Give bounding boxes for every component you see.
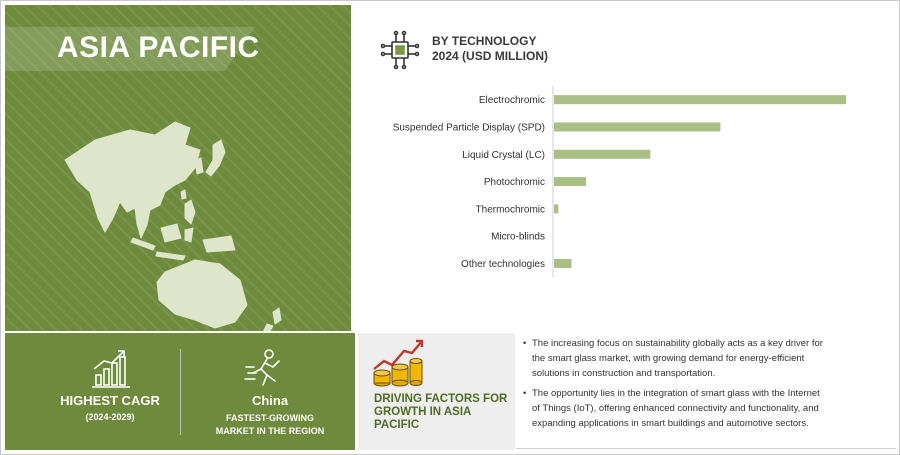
driver-item-1-line-2: the smart glass market, with growing demand for energy-efficient — [532, 353, 805, 364]
category-label: Other technologies — [461, 258, 545, 270]
driver-item-1-line-3: solutions in construction and transportation. — [532, 368, 716, 379]
running-figure-icon — [243, 347, 285, 389]
region-title: ASIA PACIFIC — [57, 31, 260, 64]
driving-factors-box — [358, 333, 515, 450]
driving-factors-title-line-3: PACIFIC — [374, 419, 420, 431]
bar — [554, 122, 720, 131]
driving-factors-title-line-2: GROWTH IN ASIA — [374, 406, 472, 418]
region-panel — [5, 5, 351, 331]
chart-title-line-2: 2024 (USD MILLION) — [432, 49, 549, 63]
category-label: Suspended Particle Display (SPD) — [392, 122, 545, 134]
driver-item — [520, 386, 860, 431]
category-label: Electrochromic — [478, 95, 545, 107]
stats-divider — [180, 349, 181, 435]
bottom-rule — [516, 448, 896, 449]
fastest-market-country: China — [251, 393, 289, 408]
bar — [554, 95, 846, 104]
bar — [554, 259, 572, 268]
bar — [554, 204, 558, 213]
driving-factors-title — [374, 393, 514, 432]
driving-factors-list — [520, 336, 860, 436]
bar-growth-icon — [90, 347, 132, 389]
chart-title — [432, 34, 548, 64]
chip-circuit-icon — [380, 30, 420, 70]
bar — [554, 150, 650, 159]
category-label: Micro-blinds — [491, 231, 545, 243]
driver-item-2-line-1: • The opportunity lies in the integration of smart glass with the Internet — [532, 388, 820, 399]
fastest-market-label-1: FASTEST-GROWING — [225, 413, 314, 423]
driver-item-2-line-3: expanding applications in smart buildings and automotive sectors. — [532, 418, 809, 429]
technology-bar-chart — [355, 80, 895, 280]
bar — [554, 177, 586, 186]
cagr-label: HIGHEST CAGR — [60, 393, 160, 408]
driving-factors-title-line-1: DRIVING FACTORS FOR — [374, 393, 508, 405]
cagr-period: (2024-2029) — [85, 412, 135, 422]
fastest-market-label-2: MARKET IN THE REGION — [215, 426, 325, 436]
driver-item-2-line-2: of Things (IoT), offering enhanced connectivity and functionality, and — [532, 403, 819, 414]
category-label: Liquid Crystal (LC) — [462, 149, 545, 161]
chart-title-line-1: BY TECHNOLOGY — [432, 34, 537, 48]
driver-item — [520, 336, 860, 381]
category-label: Photochromic — [483, 177, 545, 189]
coin-stack-growth-icon — [372, 339, 424, 389]
category-label: Thermochromic — [475, 204, 545, 216]
asia-pacific-map — [35, 100, 335, 331]
stats-band — [5, 333, 355, 450]
driver-item-1-line-1: • The increasing focus on sustainability globally acts as a key driver for — [532, 338, 823, 349]
